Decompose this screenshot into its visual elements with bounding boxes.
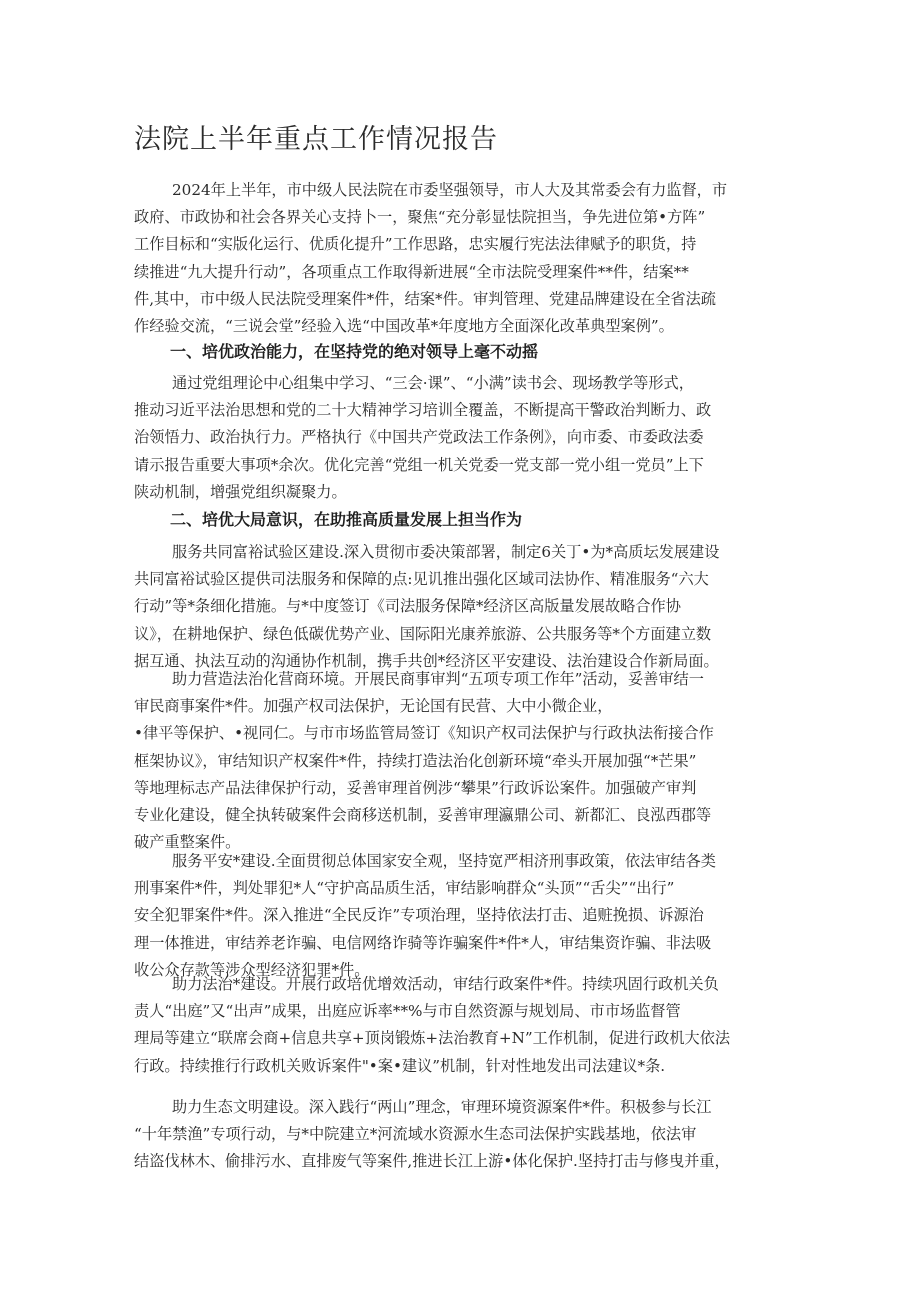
text-line: 刑事案件*件，判处罪犯*人“守护高品质生活，审结影响群众“头顶”“舌尖”“出行” [134,879,675,898]
document-title: 法院上半年重点工作情况报告 [134,124,498,155]
text-line: 助力生态文明建设。深入践行“两山”理念，审理环境资源案件*件。积极参与长江 [172,1098,712,1116]
text-line: 通过党组理论中心组集中学习、“三会·课”、“小满”读书会、现场教学等形式， [172,374,694,392]
text-line: 助力营造法治化营商环境。开展民商事审判“五项专项工作年”活动，妥善审结一 [172,670,704,688]
text-line: 服务共同富裕试验区建设.深入贯彻市委决策部署，制定6关丁•为*高质坛发展建设 [172,543,720,561]
text-line: 2024年上半年，市中级人民法院在市委坚强领导，市人大及其常委会有力监督，市 [172,181,728,199]
intro-paragraph [134,177,794,340]
text-line: 专业化建设，健全执转破案件会商移送机制，妥善审理瀛鼎公司、新都汇、良泓西郡等 [134,806,712,825]
text-line: 议》，在耕地保护、绿色低碳优势产业、国际阳光康养旅游、公共服务等*个方面建立数 [134,624,712,643]
text-line: 安全犯罪案件*件。深入推进“全民反诈”专项治理，坚持依法打击、追赃挽损、诉源治 [134,906,704,925]
text-line: 框架协议》，审结知识产权案件*件，持续打造法治化创新环境“牵头开展加强“*芒果” [134,751,697,770]
text-line: 责人“出庭”又“出声”成果，出庭应诉率**%与市自然资源与规划局、市市场监督管 [134,1002,681,1021]
text-line: 治领悟力、政治执行力。严格执行《中国共产党政法工作条例》，向市委、市委政法委 [134,428,704,447]
text-line: 推动习近平法治思想和党的二十大精神学习培训全覆盖，不断提高干警政治判断力、政 [134,401,712,420]
text-line: 破产重整案件。 [134,833,241,852]
section-2-paragraph-3 [134,848,794,984]
text-line: 等地理标志产品法律保护行动，妥善审理首例涉“攀果”行政诉讼案件。加强破产审判 [134,778,697,797]
text-line: 理局等建立“联席会商+信息共享+顶岗锻炼+法治教育+N”工作机制，促进行政机大依法 [134,1029,731,1048]
section-2-paragraph-2 [134,666,794,856]
text-line: 工作目标和“实版化运行、优质化提升”工作思路，忠实履行宪法法律赋予的职货，持 [134,235,697,254]
text-line: “十年禁渔”专项行动，与*中院建立*河流域水资源水生态司法保护实践基地，依法审 [134,1125,697,1144]
text-line: 共同富裕试验区提供司法服务和保障的点:见讥推出强化区域司法协作、精准服务“六大 [134,570,709,589]
text-line: 续推进“九大提升行动”，各项重点工作取得新进展“全市法院受理案件**件，结案** [134,262,689,281]
text-line: 收公众存款等涉众型经济犯罪*件。 [134,960,370,979]
text-line: 服务平安*建设.全面贯彻总体国家安全观，坚持宽严相济刑事政策，依法审结各类 [172,852,716,870]
section-heading-2: 二、培优大局意识，在助推高质量发展上担当作为 [170,510,523,529]
text-line: 结盗伐林木、偷排污水、直排废气等案件,推进长江上游•体化保护.坚持打击与修曳并重， [134,1152,730,1171]
text-line: 据互通、执法互动的沟通协作机制，携手共创*经济区平安建设、法治建设合作新局面。 [134,651,719,670]
section-2-paragraph-4 [134,971,794,1080]
section-2-paragraph-5 [134,1094,794,1176]
text-line: 行动”等*条细化措施。与*中度签订《司法服务保障*经济区高版量发展故略合作协 [134,597,681,616]
text-line: 政府、市政协和社会各界关心支持卜一，聚焦“充分彰显怯院担当，争先进位第•方阵” [134,208,706,227]
text-line: 审民商事案件*件。加强产权司法保护，无论国有民营、大中小微企业， [134,697,613,716]
section-1-paragraph [134,370,794,506]
section-2-paragraph-1 [134,539,794,675]
text-line: 理一体推进，审结养老诈骗、电信网络诈骑等诈骗案件*件*人，审结集资诈骗、非法吸 [134,933,712,952]
text-line: 件,其中，市中级人民法院受理案件*件，结案*件。审判管理、党建品牌建设在全省法疏 [134,289,716,308]
text-line: 请示报告重要大事项*余次。优化完善“党组一机关党委一党支部一党小组一党员”上下 [134,455,704,474]
section-heading-1: 一、培优政治能力，在坚持党的绝对领导上毫不动摇 [170,342,539,361]
text-line: 助力法治*建设。开展行政培优增效活动，审结行政案件*件。持续巩固行政机关负 [172,975,719,993]
text-line: 作经验交流，“三说会堂”经验入选“中国改革*年度地方全面深化改革典型案例”。 [134,317,674,336]
text-line: 陕动机制，增强党组织凝聚力。 [134,482,347,501]
text-line: •律平等保护、•视同仁。与市市场监管局签订《知识产权司法保护与行政执法衔接合作 [134,724,714,743]
text-line: 行政。持续推行行政机关败诉案件"•案•建议”机制，针对性地发出司法建议*条. [134,1056,666,1075]
